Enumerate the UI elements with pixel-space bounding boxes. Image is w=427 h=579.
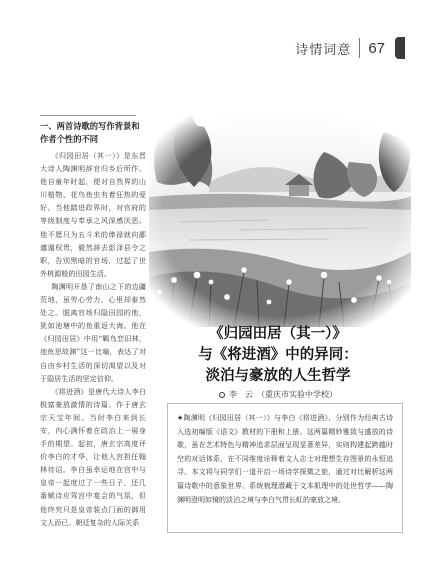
column-top-rule <box>40 115 136 116</box>
star-icon: ★ <box>177 414 184 422</box>
section-heading: 一、两首诗歌的写作背景和作者个性的不同 <box>40 121 140 144</box>
title-line-1: 《归园田居（其一）》 <box>209 326 347 342</box>
page-header <box>295 36 405 60</box>
header-divider <box>359 38 360 58</box>
body-paragraph: 陶渊明开垦了南山之下的边疆荒地，虽劳心劳力，心里却泰然处之。脱离官场归隐田园的他，犹如池塘中的鱼重返大海。他在《归园田居》中用“羁鸟恋旧林，池鱼思故渊”这一比喻，表达了对自由乡村生活的深切渴望以及对于隐居生活的坚定信仰。 <box>40 281 146 383</box>
article-title <box>160 324 396 400</box>
author-byline <box>160 389 396 400</box>
author-affiliation: （重庆市实验中学校） <box>257 390 337 399</box>
landscape-illustration <box>149 112 411 327</box>
author-name: 李 云 <box>229 390 253 399</box>
body-paragraph: 《将进酒》是唐代大诗人李白极富豪放激情的诗篇。作于唐玄宗天宝年间。当时李白来到长安，内心满怀着在政治上一展身手的期望。起初，唐玄宗高度评价李白的才华，让他入宫担任翰林待诏。李白虽幸运地在宫中与皇帝一起度过了一些日子，还几番赋诗应驾宫中宴会的气氛，但他终究只是皇帝装点门面的御用文人而已。朝廷复杂的人际关系 <box>40 386 146 527</box>
body-paragraph: 《归园田居（其一）》是东晋大诗人陶渊明辞官归乡后所作。他自童年时起，便对自然界的山川植物、花鸟鱼虫有着狂热的爱好。当他踏进政界时，对官府的等级制度与奉承之风深感厌恶。他不愿只为五斗米的俸禄就向鄙邋遢权贵，毅然辞去彭泽县令之职，告别黑暗的官场，过起了世外桃源般的田园生活。 <box>40 151 146 278</box>
circle-icon <box>219 392 225 398</box>
title-line-3: 淡泊与豪放的人生哲学 <box>205 368 351 384</box>
landscape-painting-icon <box>149 112 411 327</box>
abstract-box <box>167 403 403 533</box>
title-line-2: 与《将进酒》中的异同： <box>198 347 358 363</box>
section-name: 诗情词意 <box>295 42 352 58</box>
page-number: 67 <box>368 39 385 57</box>
left-column <box>40 120 146 529</box>
page-tab-marker-icon <box>395 37 405 59</box>
abstract-body: 陶渊明《归园田居（其一）》与李白《将进酒》，分别作为经典古诗入选初编版《语文》教材的下册和上册。这两篇精妙雅致与盛放的诗歌，虽在艺术特色与精神追求层面呈现显著差异，实则构建起跨越时空的对话体系，在不同维度诠释着文人志士对理想生存图景的永恒追寻。本文将与同学们一道开启一场诗学探微之旅，通过对比解析这两篇诗歌中的意象世界、系统梳理潜藏于文本肌理中的处世哲学——陶渊明澄明如镜的淡泊之境与李白气贯长虹的豪放之境。 <box>177 414 393 504</box>
abstract-text <box>177 412 393 507</box>
